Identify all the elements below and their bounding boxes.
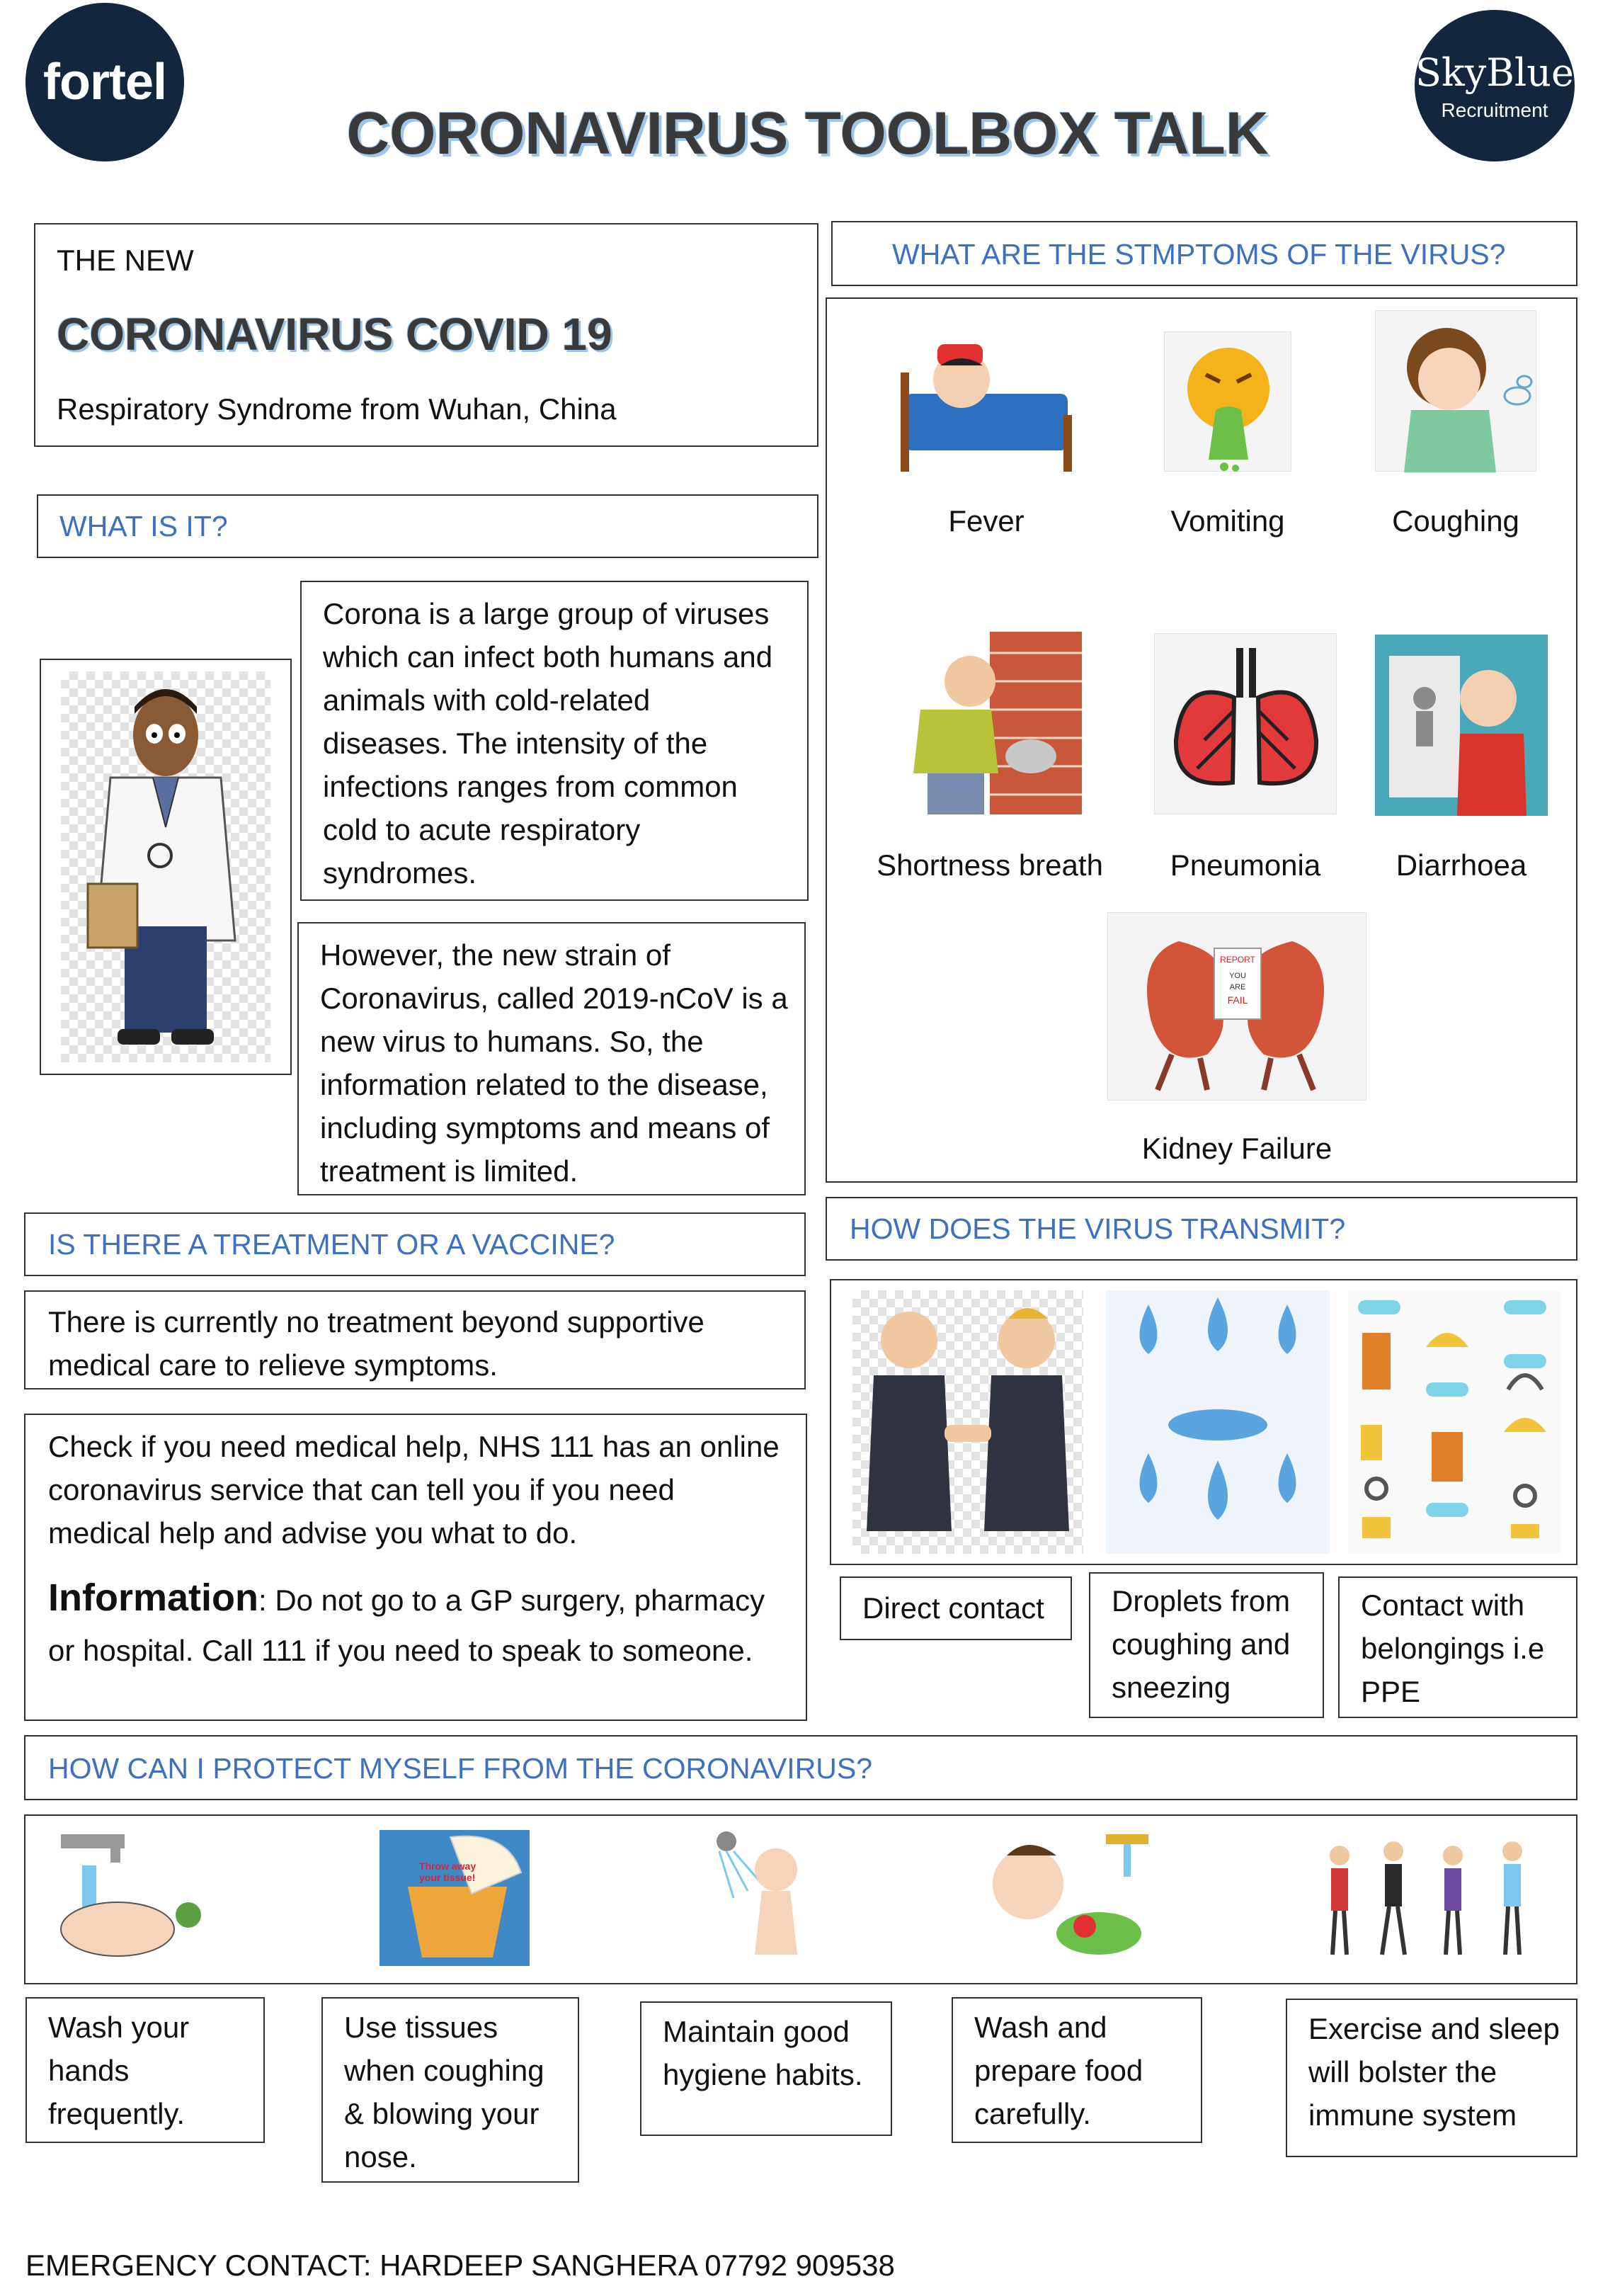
kidney-fail-word: FAIL [1227, 994, 1248, 1006]
protect-label-line: carefully. [974, 2097, 1091, 2130]
para1-line: which can infect both humans and [323, 640, 773, 674]
transmit-label-line: Direct contact [862, 1591, 1044, 1625]
help-line: medical help and advise you what to do. [48, 1516, 578, 1550]
what-is-it-heading: WHAT IS IT? [59, 510, 228, 542]
para1-line: syndromes. [323, 856, 477, 890]
symptom-diarrhoea-label: Diarrhoea [1396, 848, 1527, 882]
symptom-vomiting-label: Vomiting [1170, 504, 1285, 538]
symptom-fever-label: Fever [948, 504, 1025, 538]
help-line: coronavirus service that can tell you if you need [48, 1473, 675, 1506]
intro-line1: THE NEW [57, 244, 194, 277]
protect-label-line: will bolster the [1308, 2055, 1497, 2088]
what-is-it-para1-box [300, 581, 809, 901]
para2-line: new virus to humans. So, the [320, 1025, 704, 1058]
information-line2: or hospital. Call 111 if you need to speak to someone. [48, 1634, 753, 1667]
para1-line: animals with cold-related [323, 683, 651, 717]
intro-box [34, 223, 818, 447]
doctor-image-frame [40, 659, 292, 1075]
treatment-header [24, 1212, 806, 1276]
protect-label-line: Maintain good [663, 2015, 850, 2048]
shortness-breath-image [892, 632, 1082, 814]
protect-label-line: when coughing [344, 2054, 544, 2087]
transmit-heading: HOW DOES THE VIRUS TRANSMIT? [850, 1212, 1346, 1245]
skyblue-logo-sub: Recruitment [1441, 98, 1548, 121]
coughing-image [1375, 310, 1536, 472]
transmit-label-line: sneezing [1112, 1671, 1231, 1704]
symptom-kidney-failure-label: Kidney Failure [1141, 1132, 1332, 1165]
kidney-are-word: ARE [1229, 983, 1246, 991]
para2-line: However, the new strain of [320, 938, 670, 972]
protect-label-box [952, 1997, 1202, 2143]
information-label: Information [48, 1576, 258, 1619]
pneumonia-image [1154, 633, 1337, 814]
symptoms-panel [826, 297, 1577, 1183]
transmit-label-line: Contact with [1361, 1589, 1525, 1622]
para2-line: treatment is limited. [320, 1154, 578, 1188]
treatment-box [24, 1290, 806, 1389]
exercise-image [1311, 1827, 1542, 1966]
treatment-heading: IS THERE A TREATMENT OR A VACCINE? [48, 1228, 615, 1261]
para2-line: including symptoms and means of [320, 1111, 770, 1144]
tissue-sign-line1: Throw away [419, 1860, 476, 1872]
para1-line: Corona is a large group of viruses [323, 597, 770, 630]
kidney-you-word: YOU [1229, 972, 1246, 980]
intro-line3: Respiratory Syndrome from Wuhan, China [57, 392, 617, 426]
symptoms-heading: WHAT ARE THE STMPTOMS OF THE VIRUS? [892, 238, 1506, 271]
protect-label-box [1286, 1999, 1577, 2157]
information-line [48, 1576, 765, 1622]
symptom-shortness-breath-label: Shortness breath [877, 848, 1103, 882]
protect-label-box [25, 1997, 265, 2143]
protect-label-line: immune system [1308, 2098, 1517, 2132]
transmit-label-box [840, 1576, 1072, 1640]
tissue-image [380, 1830, 530, 1966]
protect-label-line: hands [48, 2054, 130, 2087]
protect-label-line: nose. [344, 2140, 417, 2173]
page-title: CORONAVIRUS TOOLBOX TALK [346, 100, 1269, 166]
hand-washing-image [47, 1830, 217, 1966]
transmit-label-line: PPE [1361, 1675, 1421, 1708]
treatment-line: There is currently no treatment beyond supportive [48, 1305, 704, 1339]
para2-line: information related to the disease, [320, 1068, 768, 1101]
protect-header [24, 1735, 1577, 1800]
fever-image [898, 309, 1075, 477]
transmit-images-panel [830, 1279, 1577, 1565]
protect-label-line: hygiene habits. [663, 2058, 863, 2091]
kidney-report-word: REPORT [1220, 955, 1255, 965]
para2-line: Coronavirus, called 2019-nCoV is a [320, 982, 788, 1015]
para1-line: cold to acute respiratory [323, 813, 641, 846]
doctor-illustration [61, 671, 270, 1062]
symptoms-header [831, 221, 1577, 286]
symptom-coughing-label: Coughing [1392, 504, 1519, 538]
protect-heading: HOW CAN I PROTECT MYSELF FROM THE CORONAVIRUS? [48, 1752, 873, 1785]
shower-image [698, 1827, 818, 1969]
protect-label-line: Wash your [48, 2011, 190, 2044]
information-text: : Do not go to a GP surgery, pharmacy [258, 1584, 765, 1617]
transmit-label-line: Droplets from [1112, 1584, 1291, 1618]
transmit-label-box [1338, 1576, 1577, 1718]
transmit-label-box [1089, 1572, 1324, 1718]
transmit-label-line: coughing and [1112, 1627, 1291, 1661]
protect-label-line: Use tissues [344, 2011, 498, 2044]
protect-label-line: prepare food [974, 2054, 1143, 2087]
emergency-contact: EMERGENCY CONTACT: HARDEEP SANGHERA 07792 909538 [25, 2249, 895, 2282]
protect-label-box [321, 1997, 579, 2183]
diarrhoea-image [1375, 635, 1548, 816]
transmit-label-line: belongings i.e [1361, 1632, 1545, 1665]
protect-label-line: Wash and [974, 2011, 1107, 2044]
para1-line: infections ranges from common [323, 770, 738, 803]
treatment-line: medical care to relieve symptoms. [48, 1348, 498, 1382]
transmit-header [826, 1197, 1577, 1261]
handshake-image [852, 1290, 1083, 1554]
protect-label-box [640, 2001, 892, 2136]
tissue-sign-line2: your tissue! [419, 1872, 476, 1883]
para1-line: diseases. The intensity of the [323, 727, 708, 760]
protect-images-panel [24, 1814, 1577, 1984]
help-line: Check if you need medical help, NHS 111 has an online [48, 1430, 780, 1463]
skyblue-logo-name: SkyBlue [1415, 50, 1574, 95]
protect-label-line: & blowing your [344, 2097, 540, 2130]
food-washing-image [964, 1827, 1170, 1969]
kidney-failure-image [1107, 912, 1366, 1101]
ppe-image [1348, 1290, 1560, 1554]
protect-label-line: frequently. [48, 2097, 185, 2130]
fortel-logo-text: fortel [43, 54, 166, 110]
droplets-image [1106, 1290, 1330, 1554]
what-is-it-para2-box [297, 922, 806, 1195]
intro-heading: CORONAVIRUS COVID 19 [57, 309, 612, 360]
vomiting-image [1164, 331, 1291, 472]
medical-help-box [24, 1414, 807, 1721]
protect-label-line: Exercise and sleep [1308, 2012, 1560, 2045]
symptom-pneumonia-label: Pneumonia [1170, 848, 1321, 882]
what-is-it-header [37, 494, 818, 558]
